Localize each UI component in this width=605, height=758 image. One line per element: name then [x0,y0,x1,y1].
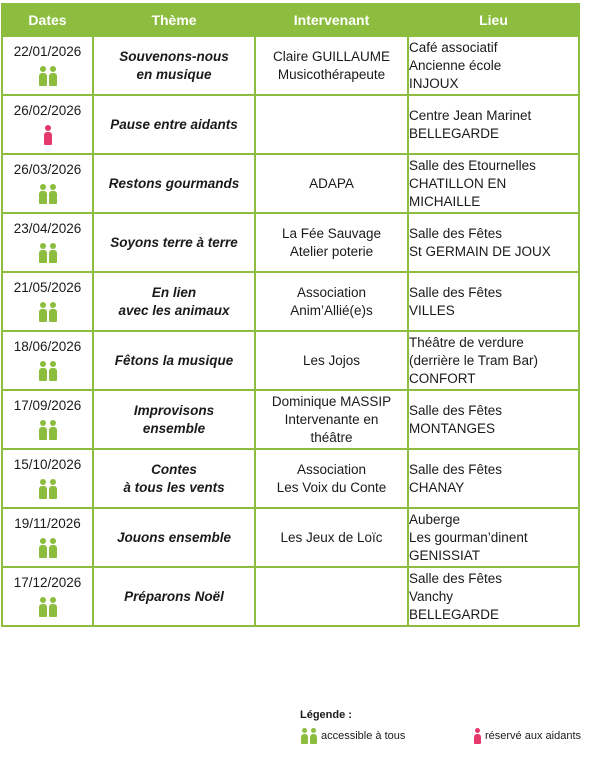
person-icon [39,538,47,558]
cell-line: VILLES [409,302,455,318]
theme-cell [93,390,255,449]
theme-cell [93,272,255,331]
cell-line: Les Voix du Conte [276,479,387,495]
session-date: 18/06/2026 [13,339,82,354]
cell-line: Association [296,461,367,477]
theme-cell [93,154,255,213]
theme-cell [93,36,255,95]
speaker-cell [255,508,408,567]
theme-cell [93,331,255,390]
table-row [2,154,579,213]
person-icon [49,184,57,204]
cell-line: ADAPA [309,175,354,191]
place-cell [408,36,579,95]
speaker-cell [255,272,408,331]
person-icon [39,66,47,86]
speaker-cell [255,213,408,272]
cell-line: Auberge [409,511,461,527]
cell-line: Restons gourmands [108,175,240,191]
audience-all-icon [3,243,92,265]
cell-line: Salle des Fêtes [409,461,503,477]
table-row [2,567,579,626]
date-cell [2,154,93,213]
audience-all-icon [3,479,92,501]
person-icon [39,361,47,381]
legend-all-label: accessible à tous [321,730,406,742]
cell-line: MICHAILLE [409,193,481,209]
cell-line: à tous les vents [123,479,225,495]
speaker-cell [255,331,408,390]
cell-line: La Fée Sauvage [281,225,382,241]
audience-all-icon [3,538,92,560]
cell-line: BELLEGARDE [409,606,500,622]
cell-line: Pause entre aidants [110,116,238,132]
person-icon [49,302,57,322]
cell-line: Vanchy [409,588,454,604]
session-date: 17/09/2026 [13,398,82,413]
session-date: 23/04/2026 [13,221,82,236]
cell-line: Souvenons-nous [119,48,229,64]
table-row [2,36,579,95]
cell-line: Contes [151,461,197,477]
date-cell [2,36,93,95]
cell-line: Fêtons la musique [114,352,234,368]
cell-line: GENISSIAT [409,547,481,563]
legend-item-all [300,728,405,744]
date-cell [2,508,93,567]
speaker-cell [255,95,408,154]
cell-line: BELLEGARDE [409,125,500,141]
header-theme: Thème [93,4,255,36]
person-icon [44,125,52,145]
table-row [2,95,579,154]
cell-line: Association [296,284,367,300]
cell-line: Salle des Fêtes [409,225,503,241]
person-icon [49,597,57,617]
table-body [2,36,579,626]
table-row [2,390,579,449]
date-cell [2,390,93,449]
cell-line: Intervenante en [284,411,379,427]
cell-line: Jouons ensemble [116,529,232,545]
person-icon [39,243,47,263]
place-cell [408,390,579,449]
person-icon [301,728,308,744]
person-icon [39,420,47,440]
theme-cell [93,213,255,272]
speaker-cell [255,36,408,95]
date-cell [2,449,93,508]
person-icon [49,538,57,558]
cell-line: INJOUX [409,75,459,91]
date-cell [2,272,93,331]
cell-line: Claire GUILLAUME [272,48,391,64]
audience-all-icon [3,302,92,324]
audience-all-icon [3,420,92,442]
cell-line: MONTANGES [409,420,496,436]
session-date: 26/03/2026 [13,162,82,177]
cell-line: Salle des Etournelles [409,157,536,173]
speaker-cell [255,449,408,508]
audience-caregivers-icon [3,125,92,147]
session-date: 15/10/2026 [13,457,82,472]
cell-line: CHANAY [409,479,465,495]
cell-line: Les gourman’dinent [409,529,528,545]
cell-line: Improvisons [133,402,215,418]
speaker-cell [255,154,408,213]
cell-line: CHATILLON EN [409,175,507,191]
cell-line: CONFORT [409,370,476,386]
person-icon [39,184,47,204]
header-row [2,4,579,36]
legend-item-caregivers [473,728,581,744]
cell-line: Les Jojos [302,352,361,368]
table-row [2,449,579,508]
place-cell [408,567,579,626]
cell-line: Dominique MASSIP [271,393,392,409]
date-cell [2,95,93,154]
date-cell [2,213,93,272]
person-icon [474,728,481,744]
header-speaker: Intervenant [255,4,408,36]
audience-all-icon [3,597,92,619]
date-cell [2,567,93,626]
table-row [2,331,579,390]
person-icon [39,597,47,617]
legend-title: Légende : [300,709,352,721]
speaker-cell [255,567,408,626]
cell-line: Théâtre de verdure [409,334,524,350]
cell-line: Centre Jean Marinet [409,107,532,123]
person-icon [49,420,57,440]
cell-line: ensemble [142,420,206,436]
person-icon [39,479,47,499]
header-place: Lieu [408,4,579,36]
session-date: 19/11/2026 [14,516,81,531]
cell-line: Les Jeux de Loïc [280,529,383,545]
cell-line: Ancienne école [409,57,502,73]
table-row [2,508,579,567]
legend-caregivers-label: réservé aux aidants [485,730,581,742]
header-dates: Dates [2,4,93,36]
cell-line: Musicothérapeute [277,66,386,82]
cell-line: Salle des Fêtes [409,284,503,300]
cell-line: En lien [151,284,197,300]
person-icon [49,243,57,263]
cell-line: Soyons terre à terre [110,234,238,250]
theme-cell [93,567,255,626]
place-cell [408,449,579,508]
theme-cell [93,508,255,567]
person-icon [49,361,57,381]
person-icon [39,302,47,322]
theme-cell [93,449,255,508]
cell-line: en musique [136,66,212,82]
cell-line: St GERMAIN DE JOUX [409,243,551,259]
schedule-table [1,3,580,627]
place-cell [408,331,579,390]
cell-line: Salle des Fêtes [409,402,503,418]
cell-line: Préparons Noël [124,588,224,604]
place-cell [408,508,579,567]
speaker-cell [255,390,408,449]
session-date: 17/12/2026 [13,575,82,590]
session-date: 22/01/2026 [13,44,82,59]
audience-all-icon [3,361,92,383]
place-cell [408,213,579,272]
theme-cell [93,95,255,154]
cell-line: (derrière le Tram Bar) [409,352,539,368]
cell-line: Anim’Allié(e)s [290,302,373,318]
cell-line: avec les animaux [118,302,230,318]
cell-line: Salle des Fêtes [409,570,503,586]
cell-line: théâtre [310,429,353,445]
place-cell [408,154,579,213]
person-icon [49,479,57,499]
cell-line: Café associatif [409,39,498,55]
audience-all-icon [3,184,92,206]
table-row [2,272,579,331]
session-date: 26/02/2026 [13,103,82,118]
cell-line: Atelier poterie [289,243,374,259]
date-cell [2,331,93,390]
audience-all-icon [3,66,92,88]
table-row [2,213,579,272]
person-icon [310,728,317,744]
place-cell [408,272,579,331]
place-cell [408,95,579,154]
person-icon [49,66,57,86]
session-date: 21/05/2026 [13,280,82,295]
